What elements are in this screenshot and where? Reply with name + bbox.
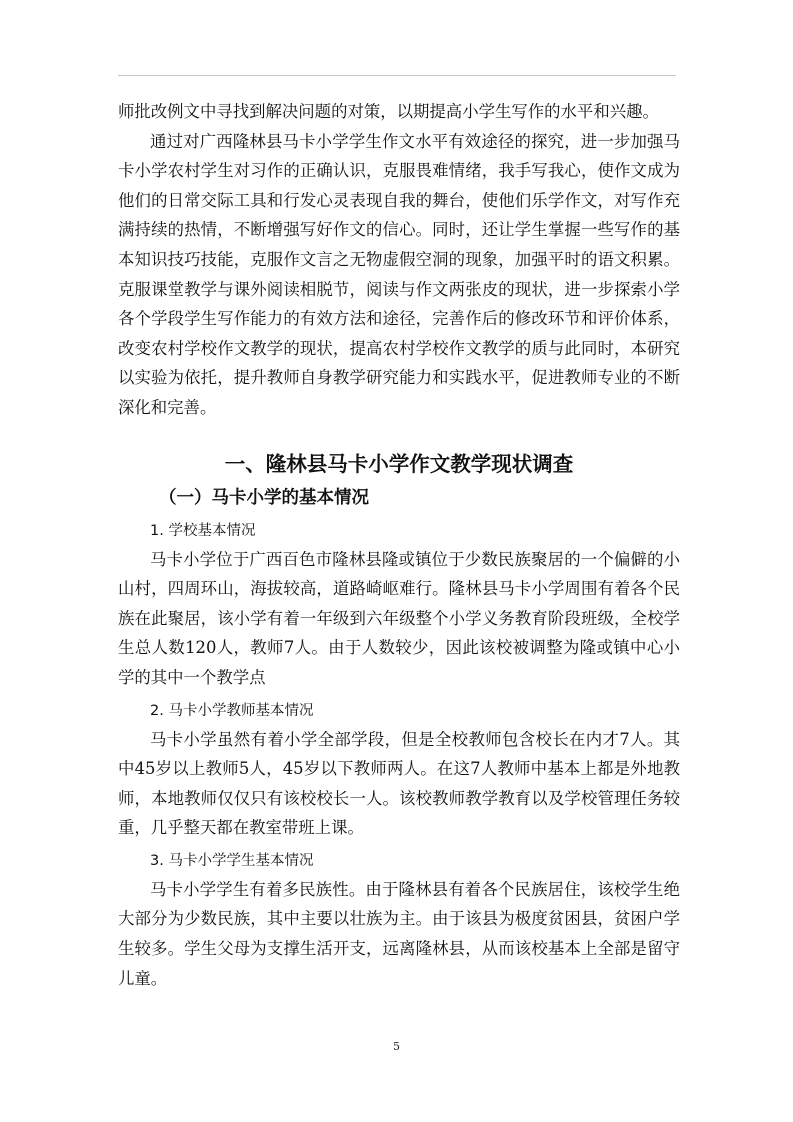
paragraph-research-goals: 通过对广西隆林县马卡小学学生作文水平有效途径的探究，进一步加强马卡小学农村学生对习作的正确认识，克服畏难情绪，我手写我心，使作文成为他们的日常交际工具和行发心灵表现自我的舞台，使他们乐学作文，对写作充满持续的热情，不断增强写好作文的信心。同时，还让学生掌握一些写作的基本知识技巧技能，克服作文言之无物虚假空洞的现象，加强平时的语文积累。克服课堂教学与课外阅读相脱节，阅读与作文两张皮的现状，进一步探索小学各个学段学生写作能力的有效方法和途径，完善作后的修改环节和评价体系，改变农村学校作文教学的现状，提高农村学校作文教学的质与此同时，本研究以实验为依托，提升教师自身教学研究能力和实践水平，促进教师专业的不断深化和完善。 — [118, 131, 680, 417]
item-heading-school: 1. 学校基本情况 — [150, 522, 256, 539]
header-rule — [118, 75, 676, 76]
item-heading-teachers: 2. 马卡小学教师基本情况 — [150, 702, 314, 719]
subsection-title: （一）马卡小学的基本情况 — [159, 487, 369, 508]
paragraph-continuation: 师批改例文中寻找到解决问题的对策，以期提高小学生写作的水平和兴趣。 — [118, 102, 659, 121]
item-text-teachers: 马卡小学虽然有着小学全部学段，但是全校教师包含校长在内才7人。其中45岁以上教师5人，45岁以下教师两人。在这7人教师中基本上都是外地教师，本地教师仅仅只有该校校长一人。该校教师教学教育以及学校管理任务较重，几乎整天都在教室带班上课。 — [118, 729, 680, 838]
section-title: 一、隆林县马卡小学作文教学现状调查 — [224, 451, 574, 476]
item-text-students: 马卡小学学生有着多民族性。由于隆林县有着各个民族居住，该校学生绝大部分为少数民族，其中主要以壮族为主。由于该县为极度贫困县，贫困户学生较多。学生父母为支撑生活开支，远离隆林县，从而该校基本上全部是留守儿童。 — [118, 879, 680, 988]
item-heading-students: 3. 马卡小学学生基本情况 — [150, 852, 314, 869]
item-text-school: 马卡小学位于广西百色市隆林县隆或镇位于少数民族聚居的一个偏僻的小山村，四周环山，海拔较高，道路崎岖难行。隆林县马卡小学周围有着各个民族在此聚居，该小学有着一年级到六年级整个小学义务教育阶段班级，全校学生总人数120人，教师7人。由于人数较少，因此该校被调整为隆或镇中心小学的其中一个教学点 — [118, 549, 680, 687]
page-body — [118, 97, 680, 993]
page-number: 5 — [393, 1040, 400, 1053]
